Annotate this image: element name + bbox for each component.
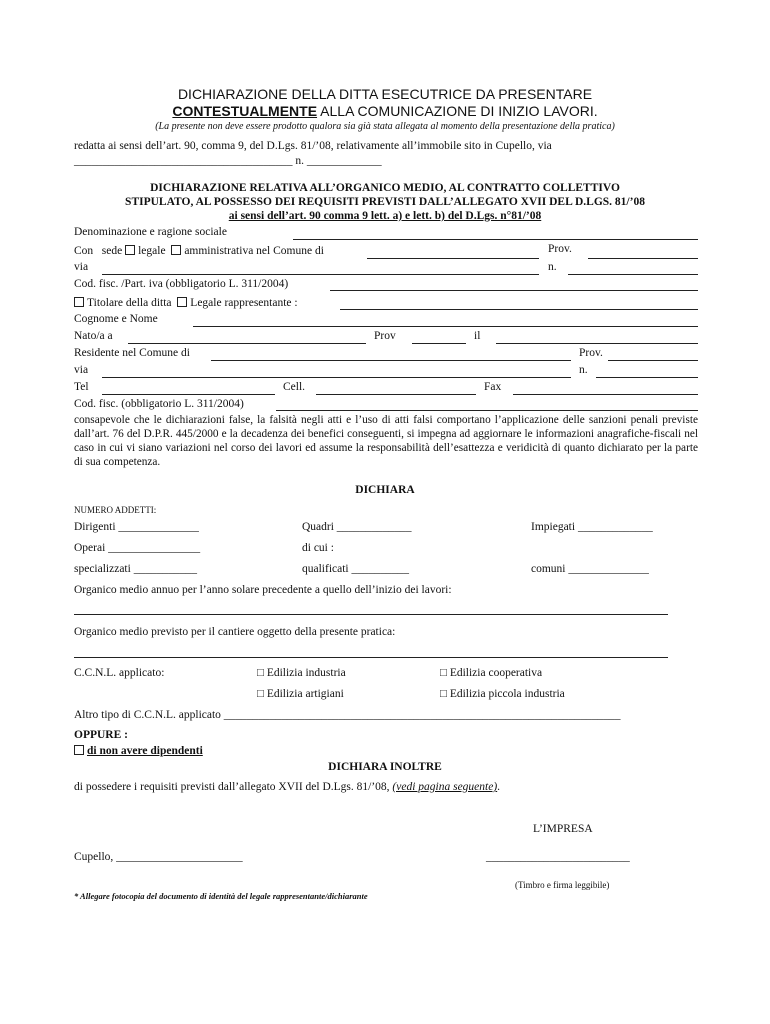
field-altro-ccnl[interactable]: Altro tipo di C.C.N.L. applicato _____________________________________________________________________ — [74, 709, 621, 721]
field-titolare[interactable] — [340, 309, 698, 310]
field-residente[interactable] — [211, 360, 571, 361]
checkbox-non-dipendenti[interactable] — [74, 745, 84, 755]
label-titolare: Titolare della ditta — [87, 297, 172, 309]
field-operai[interactable]: Operai ________________ — [74, 542, 201, 554]
field-organico-annuo[interactable] — [74, 614, 668, 615]
label-con: Con — [74, 245, 94, 257]
label-residente: Residente nel Comune di — [74, 347, 190, 359]
label-n-residenza: n. — [579, 364, 588, 376]
field-n-sede[interactable] — [568, 274, 698, 275]
label-prov-nascita: Prov — [374, 330, 396, 342]
field-organico-previsto[interactable] — [74, 657, 668, 658]
field-comune-sede[interactable] — [367, 258, 539, 259]
label-nato: Nato/a a — [74, 330, 113, 342]
field-denominazione[interactable] — [293, 239, 698, 240]
field-impiegati[interactable]: Impiegati _____________ — [531, 521, 653, 533]
field-cell[interactable] — [316, 394, 476, 395]
impresa-label: L’IMPRESA — [533, 823, 593, 835]
intro-line1: redatta ai sensi dell’art. 90, comma 9, del D.Lgs. 81/’08, relativamente all’immobile sito in Cupello, via — [74, 140, 552, 152]
oppure-label: OPPURE : — [74, 729, 128, 741]
label-non-dipendenti: di non avere dipendenti — [87, 745, 203, 757]
intro-line2: ______________________________________ n. _____________ — [74, 155, 382, 167]
option-edilizia-artigiani[interactable]: □ Edilizia artigiani — [257, 688, 344, 700]
field-n-residenza[interactable] — [596, 377, 698, 378]
field-prov-residenza[interactable] — [608, 360, 698, 361]
checkbox-sede-amministrativa[interactable] — [171, 245, 181, 255]
label-prov-sede: Prov. — [548, 243, 572, 255]
section-title-line3: ai sensi dell’art. 90 comma 9 lett. a) e lett. b) del D.Lgs. n°81/’08 — [228, 210, 542, 222]
dichiara-inoltre-text — [74, 781, 500, 793]
section-title-line2: STIPULATO, AL POSSESSO DEI REQUISITI PREVISTI DALL’ALLEGATO XVII DEL D.LGS. 81/’08 — [125, 196, 645, 208]
field-nato[interactable] — [128, 343, 366, 344]
label-organico-previsto: Organico medio previsto per il cantiere oggetto della presente pratica: — [74, 626, 396, 638]
numero-addetti-label: NUMERO ADDETTI: — [74, 505, 157, 515]
label-ccnl: C.C.N.L. applicato: — [74, 667, 165, 679]
label-cell: Cell. — [283, 381, 306, 393]
field-cod-fisc-iva[interactable] — [330, 290, 698, 291]
consapevole-paragraph: consapevole che le dichiarazioni false, la falsità negli atti e l’uso di atti falsi comportano l’applicazione delle sanzioni penali previste dall’art. 76 del D.P.R. 445/2000 e la decadenza dei benefici conseguenti, si impegna ad aggiornare le informazioni anagrafiche-fiscali nel caso in cui vi siano variazioni nel corso dei lavori ed assume la responsabilità dell’esattezza e veridicità di quanto dichiarato per la parte di sua competenza. — [74, 414, 698, 468]
label-di-cui: di cui : — [302, 542, 334, 554]
field-prov-nascita[interactable] — [412, 343, 466, 344]
checkbox-legale-rappresentante[interactable] — [177, 297, 187, 307]
title-rest: ALLA COMUNICAZIONE DI INIZIO LAVORI. — [317, 103, 598, 119]
sede-row — [74, 245, 324, 257]
field-via-residenza[interactable] — [102, 377, 571, 378]
field-quadri[interactable]: Quadri _____________ — [302, 521, 412, 533]
option-edilizia-piccola-industria[interactable]: □ Edilizia piccola industria — [440, 688, 565, 700]
document-title-line1: DICHIARAZIONE DELLA DITTA ESECUTRICE DA PRESENTARE — [177, 86, 593, 102]
timbro-note: (Timbro e firma leggibile) — [515, 880, 610, 890]
label-legale: legale — [138, 245, 166, 257]
label-sede: sede — [101, 245, 123, 257]
requisiti-tail: . — [497, 781, 501, 793]
label-via-sede: via — [74, 261, 89, 273]
field-cod-fisc[interactable] — [276, 410, 698, 411]
option-edilizia-cooperativa[interactable]: □ Edilizia cooperativa — [440, 667, 543, 679]
role-row — [74, 297, 298, 309]
field-luogo-data[interactable]: Cupello, ______________________ — [74, 851, 243, 863]
field-comuni[interactable]: comuni ______________ — [531, 563, 649, 575]
label-organico-annuo: Organico medio annuo per l’anno solare precedente a quello dell’inizio dei lavori: — [74, 584, 452, 596]
field-data-nascita[interactable] — [496, 343, 698, 344]
label-cod-fisc-iva: Cod. fisc. /Part. iva (obbligatorio L. 311/2004) — [74, 278, 289, 290]
field-firma[interactable]: _________________________ — [486, 851, 630, 863]
title-emphasis: CONTESTUALMENTE — [172, 103, 318, 119]
document-note: (La presente non deve essere prodotto qualora sia già stata allegata al momento della presentazione della pratica) — [155, 121, 615, 132]
allegare-note: * Allegare fotocopia del documento di identità del legale rappresentante/dichiarante — [74, 891, 368, 901]
label-legale-rappresentante: Legale rappresentante : — [190, 297, 298, 309]
field-dirigenti[interactable]: Dirigenti ______________ — [74, 521, 199, 533]
label-cod-fisc: Cod. fisc. (obbligatorio L. 311/2004) — [74, 398, 244, 410]
vedi-pagina-link[interactable]: (vedi pagina seguente) — [392, 781, 498, 793]
label-tel: Tel — [74, 381, 89, 393]
field-specializzati[interactable]: specializzati ___________ — [74, 563, 197, 575]
checkbox-sede-legale[interactable] — [125, 245, 135, 255]
field-tel[interactable] — [102, 394, 275, 395]
label-il: il — [474, 330, 481, 342]
field-fax[interactable] — [513, 394, 698, 395]
option-edilizia-industria[interactable]: □ Edilizia industria — [257, 667, 346, 679]
field-qualificati[interactable]: qualificati __________ — [302, 563, 409, 575]
label-prov-residenza: Prov. — [579, 347, 603, 359]
requisiti-text: di possedere i requisiti previsti dall’allegato XVII del D.Lgs. 81/’08, — [74, 781, 393, 793]
label-amministrativa: amministrativa nel Comune di — [184, 245, 324, 257]
section-title-line1: DICHIARAZIONE RELATIVA ALL’ORGANICO MEDIO, AL CONTRATTO COLLETTIVO — [150, 182, 620, 194]
label-n-sede: n. — [548, 261, 557, 273]
checkbox-titolare[interactable] — [74, 297, 84, 307]
dichiara-heading: DICHIARA — [355, 484, 415, 496]
label-denominazione: Denominazione e ragione sociale — [74, 226, 227, 238]
field-prov-sede[interactable] — [588, 258, 698, 259]
field-via-sede[interactable] — [102, 274, 539, 275]
label-fax: Fax — [484, 381, 502, 393]
label-cognome-nome: Cognome e Nome — [74, 313, 158, 325]
document-title-line2 — [0, 103, 770, 119]
dichiara-inoltre-heading: DICHIARA INOLTRE — [328, 761, 442, 773]
label-via-residenza: via — [74, 364, 89, 376]
no-dipendenti-row — [74, 745, 203, 757]
field-cognome-nome[interactable] — [193, 326, 698, 327]
